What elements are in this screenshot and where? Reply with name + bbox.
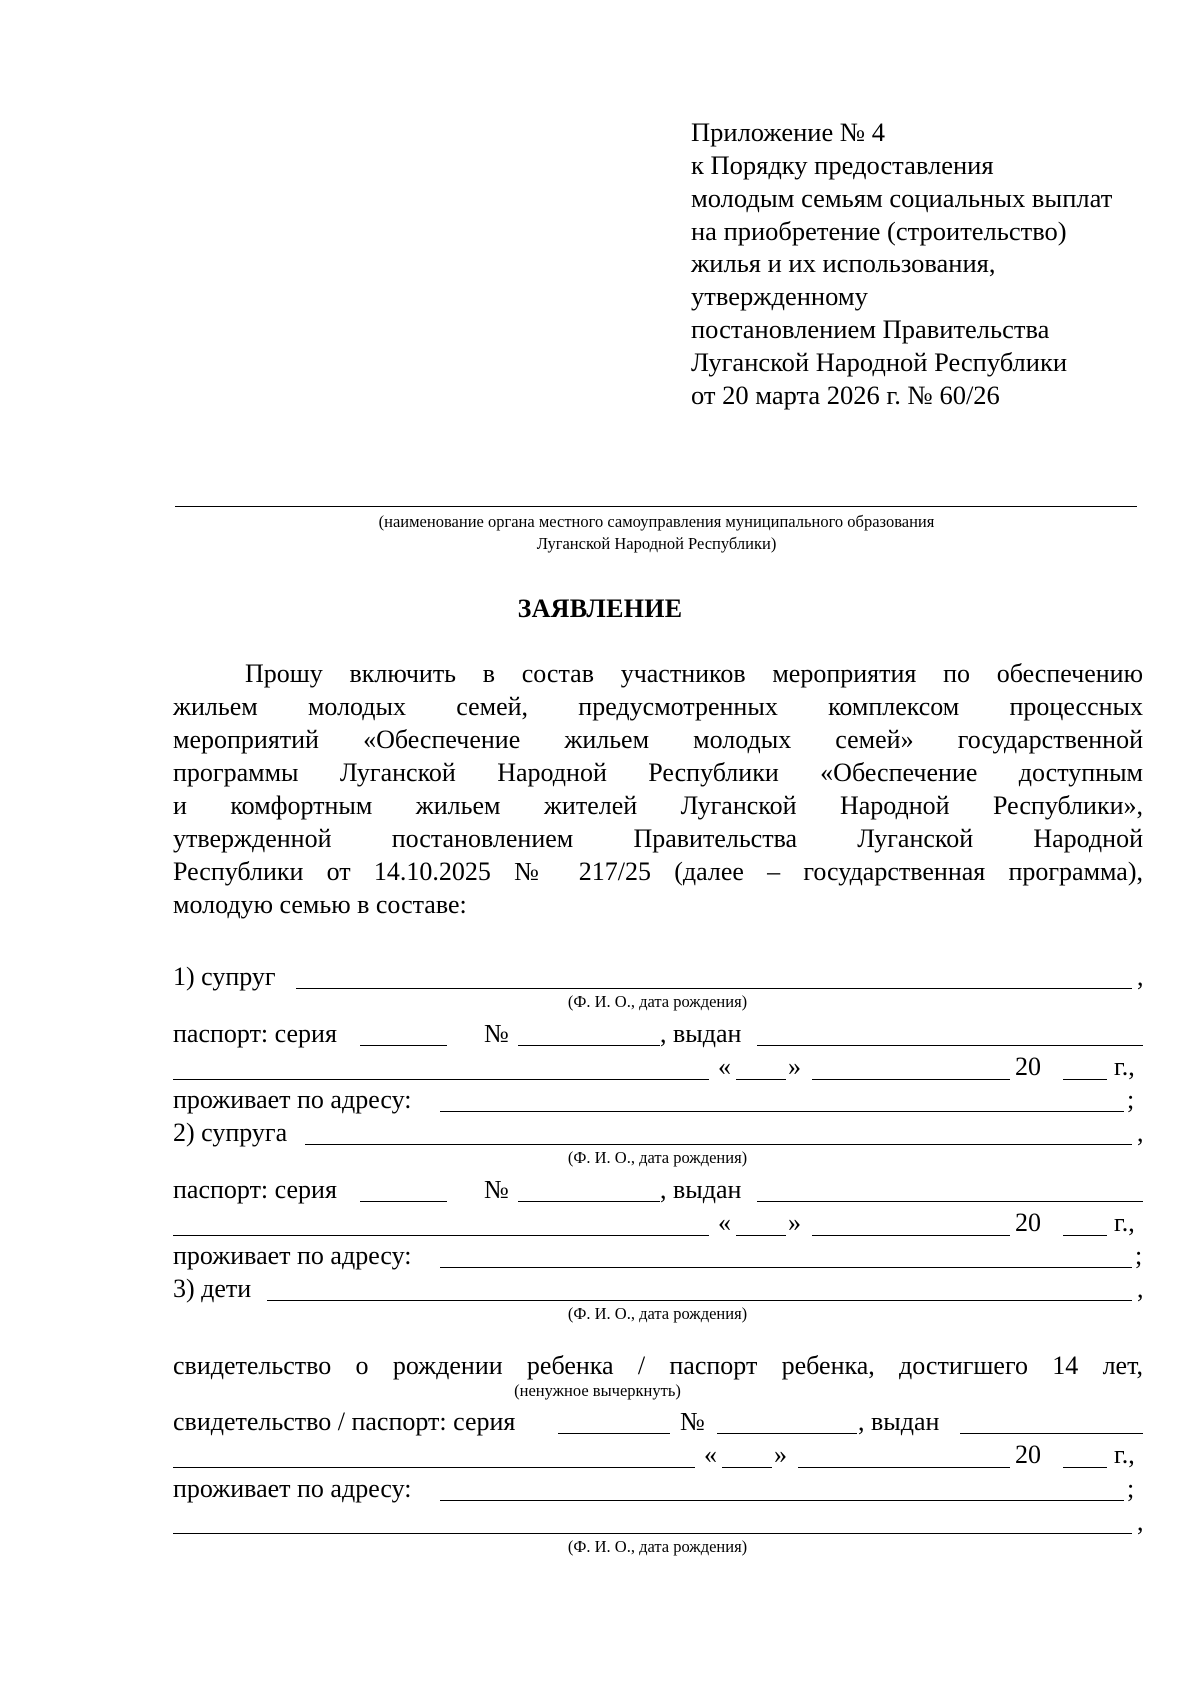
semicolon: ; xyxy=(1127,1474,1135,1503)
child-issued-by-field[interactable] xyxy=(960,1433,1143,1434)
quote-open: « xyxy=(718,1208,731,1237)
document-title: ЗАЯВЛЕНИЕ xyxy=(517,594,683,623)
child-address-field[interactable] xyxy=(440,1500,1124,1501)
husband-label: 1) супруг xyxy=(173,962,276,991)
quote-close: » xyxy=(788,1052,801,1081)
comma: , xyxy=(1137,1118,1144,1147)
fio-caption: (Ф. И. О., дата рождения) xyxy=(567,992,748,1011)
husband-issued-by-field[interactable] xyxy=(757,1045,1143,1046)
paragraph-line: жильем молодых семей, предусмотренных комплексом процессных xyxy=(173,692,1143,721)
year-prefix: 20 xyxy=(1015,1052,1041,1081)
year-suffix: г., xyxy=(1114,1052,1135,1081)
fio-caption: (Ф. И. О., дата рождения) xyxy=(567,1304,748,1323)
year-prefix: 20 xyxy=(1015,1440,1041,1469)
paragraph-line: Республики от 14.10.2025 № 217/25 (далее – государственная программа), xyxy=(173,857,1143,886)
header-line: молодым семьям социальных выплат xyxy=(691,183,1113,213)
strike-caption: (ненужное вычеркнуть) xyxy=(514,1381,681,1400)
semicolon: ; xyxy=(1127,1085,1135,1114)
husband-passport-series-field[interactable] xyxy=(360,1045,447,1046)
husband-issue-day-field[interactable] xyxy=(736,1079,786,1080)
fio-caption: (Ф. И. О., дата рождения) xyxy=(567,1537,748,1556)
paragraph-line: утвержденной постановлением Правительства Луганской Народной xyxy=(173,824,1143,853)
child-issued-by-field-cont[interactable] xyxy=(173,1467,695,1468)
certificate-passport-label: свидетельство / паспорт: серия xyxy=(173,1407,516,1436)
header-line: утвержденному xyxy=(691,281,868,311)
paragraph-line: мероприятий «Обеспечение жильем молодых семей» государственной xyxy=(173,725,1143,754)
child-document-number-field[interactable] xyxy=(717,1433,857,1434)
fio-caption: (Ф. И. О., дата рождения) xyxy=(567,1148,748,1167)
authority-name-field[interactable] xyxy=(175,506,1137,507)
wife-issue-year-field[interactable] xyxy=(1063,1235,1107,1236)
husband-issue-year-field[interactable] xyxy=(1063,1079,1107,1080)
header-line: Луганской Народной Республики xyxy=(691,347,1068,377)
number-sign: № xyxy=(680,1407,705,1436)
issued-label: , выдан xyxy=(660,1019,742,1048)
child-issue-month-field[interactable] xyxy=(798,1467,1010,1468)
wife-issue-month-field[interactable] xyxy=(812,1235,1010,1236)
wife-issued-by-field[interactable] xyxy=(757,1201,1143,1202)
quote-close: » xyxy=(788,1208,801,1237)
passport-series-label: паспорт: серия xyxy=(173,1019,337,1048)
header-line: от 20 марта 2026 г. № 60/26 xyxy=(691,380,1000,410)
paragraph-line: молодую семью в составе: xyxy=(173,890,467,919)
child-fio-field[interactable] xyxy=(267,1300,1132,1301)
header-line: на приобретение (строительство) xyxy=(691,216,1067,246)
husband-issued-by-field-cont[interactable] xyxy=(173,1079,709,1080)
comma: , xyxy=(1137,1274,1144,1303)
wife-fio-field[interactable] xyxy=(305,1144,1132,1145)
year-suffix: г., xyxy=(1114,1440,1135,1469)
quote-open: « xyxy=(704,1440,717,1469)
address-label: проживает по адресу: xyxy=(173,1241,412,1270)
wife-label: 2) супруга xyxy=(173,1118,288,1147)
husband-fio-field[interactable] xyxy=(296,988,1132,989)
number-sign: № xyxy=(484,1019,509,1048)
wife-passport-number-field[interactable] xyxy=(518,1201,660,1202)
header-line: жилья и их использования, xyxy=(691,248,996,278)
child-issue-day-field[interactable] xyxy=(722,1467,772,1468)
address-label: проживает по адресу: xyxy=(173,1474,412,1503)
authority-caption-line2: Луганской Народной Республики) xyxy=(536,534,777,553)
child-document-series-field[interactable] xyxy=(558,1433,670,1434)
address-label: проживает по адресу: xyxy=(173,1085,412,1114)
semicolon: ; xyxy=(1135,1241,1143,1270)
comma: , xyxy=(1137,1507,1144,1536)
issued-label: , выдан xyxy=(660,1175,742,1204)
paragraph-line: Прошу включить в состав участников мероприятия по обеспечению xyxy=(245,659,1143,688)
wife-address-field[interactable] xyxy=(440,1267,1132,1268)
comma: , xyxy=(1137,962,1144,991)
year-suffix: г., xyxy=(1114,1208,1135,1237)
passport-series-label: паспорт: серия xyxy=(173,1175,337,1204)
quote-close: » xyxy=(774,1440,787,1469)
authority-caption-line1: (наименование органа местного самоуправления муниципального образования xyxy=(378,512,935,531)
quote-open: « xyxy=(718,1052,731,1081)
children-label: 3) дети xyxy=(173,1274,252,1303)
header-line: к Порядку предоставления xyxy=(691,150,994,180)
year-prefix: 20 xyxy=(1015,1208,1041,1237)
header-line: постановлением Правительства xyxy=(691,314,1050,344)
husband-passport-number-field[interactable] xyxy=(518,1045,660,1046)
next-child-fio-field[interactable] xyxy=(173,1533,1132,1534)
birth-certificate-text: свидетельство о рождении ребенка / паспорт ребенка, достигшего 14 лет, xyxy=(173,1351,1143,1380)
paragraph-line: и комфортным жильем жителей Луганской Народной Республики», xyxy=(173,791,1143,820)
header-line: Приложение № 4 xyxy=(691,117,886,147)
child-issue-year-field[interactable] xyxy=(1063,1467,1107,1468)
number-sign: № xyxy=(484,1175,509,1204)
husband-address-field[interactable] xyxy=(440,1111,1124,1112)
wife-passport-series-field[interactable] xyxy=(360,1201,447,1202)
husband-issue-month-field[interactable] xyxy=(812,1079,1010,1080)
wife-issue-day-field[interactable] xyxy=(736,1235,786,1236)
wife-issued-by-field-cont[interactable] xyxy=(173,1235,709,1236)
paragraph-line: программы Луганской Народной Республики «Обеспечение доступным xyxy=(173,758,1143,787)
issued-label: , выдан xyxy=(858,1407,940,1436)
